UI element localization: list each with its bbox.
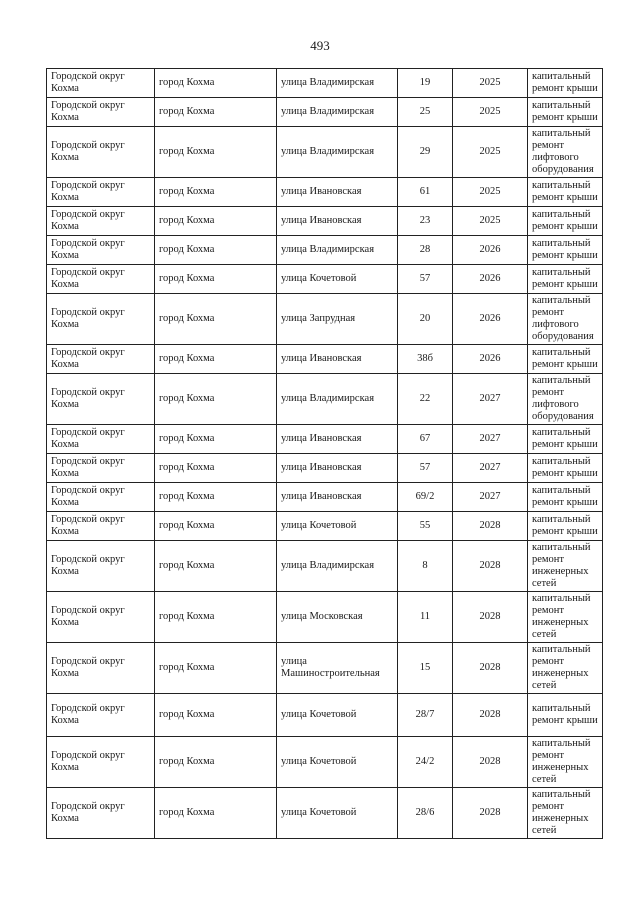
- table-row: [47, 178, 603, 207]
- street-cell: улица Ивановская: [277, 207, 398, 236]
- table-row: [47, 345, 603, 374]
- house-number-cell: 11: [398, 592, 453, 643]
- street-cell: улица Машиностроительная: [277, 643, 398, 694]
- street-cell: улица Запрудная: [277, 294, 398, 345]
- work-type-cell: капитальный ремонт крыши: [528, 483, 603, 512]
- work-type-cell: капитальный ремонт лифтового оборудования: [528, 374, 603, 425]
- table-row: [47, 737, 603, 788]
- work-type-cell: капитальный ремонт лифтового оборудования: [528, 294, 603, 345]
- work-type-cell: капитальный ремонт крыши: [528, 69, 603, 98]
- municipal-district-cell: Городской округ Кохма: [47, 127, 155, 178]
- municipal-district-cell: Городской округ Кохма: [47, 541, 155, 592]
- work-type-cell: капитальный ремонт крыши: [528, 454, 603, 483]
- house-number-cell: 55: [398, 512, 453, 541]
- year-cell: 2028: [453, 788, 528, 839]
- page-number: 493: [310, 38, 330, 53]
- house-number-cell: 57: [398, 454, 453, 483]
- street-cell: улица Кочетовой: [277, 788, 398, 839]
- year-cell: 2025: [453, 127, 528, 178]
- work-type-cell: капитальный ремонт инженерных сетей: [528, 592, 603, 643]
- work-type-cell: капитальный ремонт крыши: [528, 207, 603, 236]
- year-cell: 2025: [453, 98, 528, 127]
- work-type-cell: капитальный ремонт крыши: [528, 694, 603, 737]
- table-row: [47, 236, 603, 265]
- street-cell: улица Московская: [277, 592, 398, 643]
- street-cell: улица Владимирская: [277, 236, 398, 265]
- municipal-district-cell: Городской округ Кохма: [47, 207, 155, 236]
- work-type-cell: капитальный ремонт крыши: [528, 236, 603, 265]
- table-row: [47, 425, 603, 454]
- work-type-cell: капитальный ремонт лифтового оборудования: [528, 127, 603, 178]
- year-cell: 2025: [453, 207, 528, 236]
- municipal-district-cell: Городской округ Кохма: [47, 788, 155, 839]
- table-row: [47, 265, 603, 294]
- municipal-district-cell: Городской округ Кохма: [47, 694, 155, 737]
- street-cell: улица Владимирская: [277, 541, 398, 592]
- house-number-cell: 61: [398, 178, 453, 207]
- street-cell: улица Ивановская: [277, 345, 398, 374]
- table-row: [47, 98, 603, 127]
- work-type-cell: капитальный ремонт крыши: [528, 178, 603, 207]
- municipal-district-cell: Городской округ Кохма: [47, 643, 155, 694]
- city-cell: город Кохма: [155, 178, 277, 207]
- city-cell: город Кохма: [155, 236, 277, 265]
- table-row: [47, 207, 603, 236]
- street-cell: улица Ивановская: [277, 425, 398, 454]
- street-cell: улица Владимирская: [277, 98, 398, 127]
- house-number-cell: 15: [398, 643, 453, 694]
- city-cell: город Кохма: [155, 374, 277, 425]
- municipal-district-cell: Городской округ Кохма: [47, 737, 155, 788]
- work-type-cell: капитальный ремонт крыши: [528, 265, 603, 294]
- table-row: [47, 454, 603, 483]
- table-body: [47, 69, 603, 839]
- city-cell: город Кохма: [155, 483, 277, 512]
- municipal-district-cell: Городской округ Кохма: [47, 425, 155, 454]
- table-row: [47, 69, 603, 98]
- table-row: [47, 694, 603, 737]
- year-cell: 2028: [453, 694, 528, 737]
- city-cell: город Кохма: [155, 788, 277, 839]
- street-cell: улица Владимирская: [277, 374, 398, 425]
- city-cell: город Кохма: [155, 541, 277, 592]
- street-cell: улица Кочетовой: [277, 512, 398, 541]
- municipal-district-cell: Городской округ Кохма: [47, 483, 155, 512]
- work-type-cell: капитальный ремонт крыши: [528, 345, 603, 374]
- house-number-cell: 28/6: [398, 788, 453, 839]
- table-row: [47, 374, 603, 425]
- city-cell: город Кохма: [155, 454, 277, 483]
- work-type-cell: капитальный ремонт крыши: [528, 512, 603, 541]
- city-cell: город Кохма: [155, 127, 277, 178]
- year-cell: 2027: [453, 374, 528, 425]
- year-cell: 2028: [453, 592, 528, 643]
- house-number-cell: 69/2: [398, 483, 453, 512]
- house-number-cell: 20: [398, 294, 453, 345]
- table-row: [47, 512, 603, 541]
- municipal-district-cell: Городской округ Кохма: [47, 178, 155, 207]
- municipal-district-cell: Городской округ Кохма: [47, 454, 155, 483]
- municipal-district-cell: Городской округ Кохма: [47, 98, 155, 127]
- work-type-cell: капитальный ремонт инженерных сетей: [528, 788, 603, 839]
- year-cell: 2028: [453, 541, 528, 592]
- municipal-district-cell: Городской округ Кохма: [47, 236, 155, 265]
- municipal-district-cell: Городской округ Кохма: [47, 512, 155, 541]
- table-row: [47, 541, 603, 592]
- table-row: [47, 483, 603, 512]
- work-type-cell: капитальный ремонт инженерных сетей: [528, 643, 603, 694]
- municipal-district-cell: Городской округ Кохма: [47, 374, 155, 425]
- house-number-cell: 28/7: [398, 694, 453, 737]
- municipal-district-cell: Городской округ Кохма: [47, 294, 155, 345]
- municipal-district-cell: Городской округ Кохма: [47, 592, 155, 643]
- city-cell: город Кохма: [155, 69, 277, 98]
- house-number-cell: 29: [398, 127, 453, 178]
- house-number-cell: 28: [398, 236, 453, 265]
- year-cell: 2027: [453, 483, 528, 512]
- city-cell: город Кохма: [155, 345, 277, 374]
- house-number-cell: 25: [398, 98, 453, 127]
- municipal-district-cell: Городской округ Кохма: [47, 265, 155, 294]
- house-number-cell: 22: [398, 374, 453, 425]
- city-cell: город Кохма: [155, 592, 277, 643]
- house-number-cell: 23: [398, 207, 453, 236]
- year-cell: 2025: [453, 69, 528, 98]
- municipal-district-cell: Городской округ Кохма: [47, 69, 155, 98]
- house-number-cell: 19: [398, 69, 453, 98]
- city-cell: город Кохма: [155, 425, 277, 454]
- year-cell: 2028: [453, 737, 528, 788]
- house-number-cell: 24/2: [398, 737, 453, 788]
- year-cell: 2026: [453, 345, 528, 374]
- street-cell: улица Ивановская: [277, 454, 398, 483]
- year-cell: 2028: [453, 512, 528, 541]
- year-cell: 2026: [453, 236, 528, 265]
- street-cell: улица Владимирская: [277, 69, 398, 98]
- table-row: [47, 643, 603, 694]
- street-cell: улица Кочетовой: [277, 737, 398, 788]
- house-number-cell: 57: [398, 265, 453, 294]
- repair-schedule-table: [46, 68, 603, 839]
- street-cell: улица Ивановская: [277, 483, 398, 512]
- municipal-district-cell: Городской округ Кохма: [47, 345, 155, 374]
- city-cell: город Кохма: [155, 265, 277, 294]
- city-cell: город Кохма: [155, 643, 277, 694]
- city-cell: город Кохма: [155, 98, 277, 127]
- year-cell: 2027: [453, 425, 528, 454]
- city-cell: город Кохма: [155, 694, 277, 737]
- house-number-cell: 8: [398, 541, 453, 592]
- work-type-cell: капитальный ремонт крыши: [528, 425, 603, 454]
- table-row: [47, 592, 603, 643]
- city-cell: город Кохма: [155, 512, 277, 541]
- street-cell: улица Кочетовой: [277, 265, 398, 294]
- work-type-cell: капитальный ремонт инженерных сетей: [528, 737, 603, 788]
- work-type-cell: капитальный ремонт крыши: [528, 98, 603, 127]
- house-number-cell: 67: [398, 425, 453, 454]
- year-cell: 2025: [453, 178, 528, 207]
- street-cell: улица Владимирская: [277, 127, 398, 178]
- house-number-cell: 38б: [398, 345, 453, 374]
- table-row: [47, 127, 603, 178]
- year-cell: 2028: [453, 643, 528, 694]
- year-cell: 2027: [453, 454, 528, 483]
- table-row: [47, 788, 603, 839]
- street-cell: улица Ивановская: [277, 178, 398, 207]
- work-type-cell: капитальный ремонт инженерных сетей: [528, 541, 603, 592]
- year-cell: 2026: [453, 294, 528, 345]
- city-cell: город Кохма: [155, 737, 277, 788]
- year-cell: 2026: [453, 265, 528, 294]
- city-cell: город Кохма: [155, 207, 277, 236]
- street-cell: улица Кочетовой: [277, 694, 398, 737]
- table-row: [47, 294, 603, 345]
- city-cell: город Кохма: [155, 294, 277, 345]
